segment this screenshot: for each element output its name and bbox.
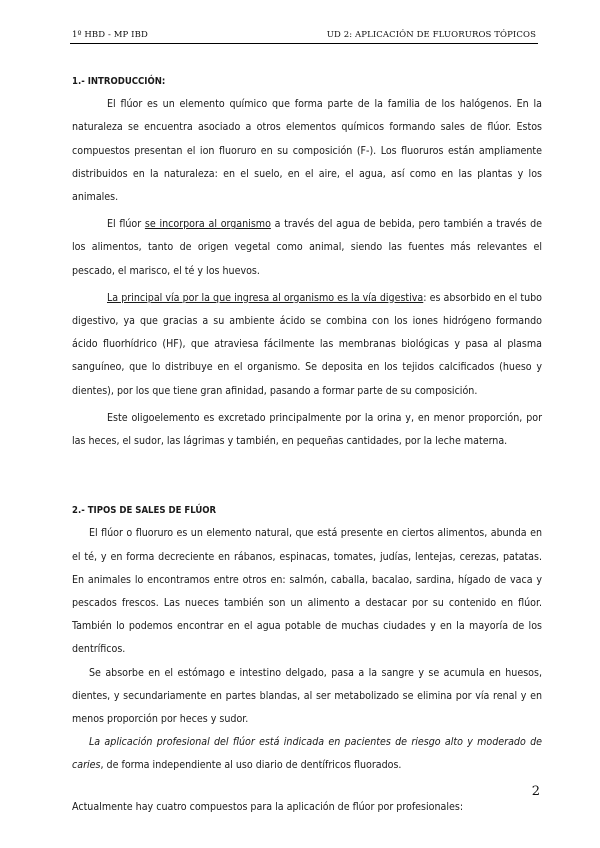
- section-heading-tipos-sales: 2.- TIPOS DE SALES DE FLÚOR: [72, 505, 217, 517]
- paragraph-tipos-3: [72, 731, 542, 777]
- page-number: 2: [531, 784, 540, 799]
- paragraph-tipos-3-end: , de forma independiente al uso diario de dentífricos fluorados.: [100, 759, 402, 772]
- paragraph-tipos-4: Actualmente hay cuatro compuestos para la aplicación de flúor por profesionales:: [72, 800, 464, 813]
- header-course: 1º HBD - MP IBD: [72, 30, 148, 40]
- underlined-phrase-via-digestiva: La principal vía por la que ingresa al organismo es la vía digestiva: [107, 291, 424, 304]
- document-body: [72, 70, 542, 819]
- paragraph-intro-3: [72, 287, 542, 403]
- paragraph-intro-2-end: a través del agua de bebida, pero también a través de los alimentos, tanto de origen vegetal como animal, siendo las fuentes más relevantes el pescado, el marisco, el té y los huevos.: [72, 218, 543, 277]
- header-divider: [70, 43, 538, 44]
- paragraph-intro-1: El flúor es un elemento químico que forma parte de la familia de los halógenos. En la naturaleza se encuentra asociado a otros elementos químicos formando sales de flúor. Estos compuestos presentan el ion fluoruro en su composición (F-). Los fluoruros están ampliamente distribuidos en la naturaleza: en el suelo, en el aire, el agua, así como en las plantas y los animales.: [72, 98, 542, 204]
- header-unit-title: UD 2: APLICACIÓN DE FLUORUROS TÓPICOS: [326, 30, 536, 40]
- paragraph-intro-2: [72, 213, 542, 283]
- paragraph-intro-3-end: : es absorbido en el tubo digestivo, ya que gracias a su ambiente ácido se combina con los iones hidrógeno formando ácido fluorhídrico (HF), que atraviesa fácilmente las membranas biológicas y pasa al plasma sanguíneo, que lo distribuye en el organismo. Se deposita en los tejidos calcificados (hueso y dientes), por los que tiene gran afinidad, pasando a formar parte de su composición.: [72, 291, 542, 397]
- italic-phrase-aplicacion-profesional: La aplicación profesional del flúor está indicada en pacientes de riesgo alto y moderado de caries: [72, 736, 542, 772]
- section-heading-introduction: 1.- INTRODUCCIÓN:: [72, 76, 166, 87]
- paragraph-intro-4: Este oligoelemento es excretado principalmente por la orina y, en menor proporción, por las heces, el sudor, las lágrimas y también, en pequeñas cantidades, por la leche materna.: [72, 411, 542, 448]
- paragraph-tipos-1: El flúor o fluoruro es un elemento natural, que está presente en ciertos alimentos, abunda en el té, y en forma decreciente en rábanos, espinacas, tomates, judías, lentejas, cerezas, patatas. En animales lo encontramos entre otros en: salmón, caballa, bacalao, sardina, hígado de vaca y pescados frescos. Las nueces también son un alimento a destacar por su contenido en flúor. También lo podemos encontrar en el agua potable de muchas ciudades y en la mayoría de los dentríficos.: [72, 527, 542, 656]
- underlined-phrase-incorpora: se incorpora al organismo: [144, 218, 271, 231]
- paragraph-tipos-2: Se absorbe en el estómago e intestino delgado, pasa a la sangre y se acumula en huesos, dientes, y secundariamente en partes blandas, al ser metabolizado se elimina por vía renal y en menos proporción por heces y sudor.: [72, 666, 542, 726]
- paragraph-intro-2-start: El flúor: [107, 218, 145, 231]
